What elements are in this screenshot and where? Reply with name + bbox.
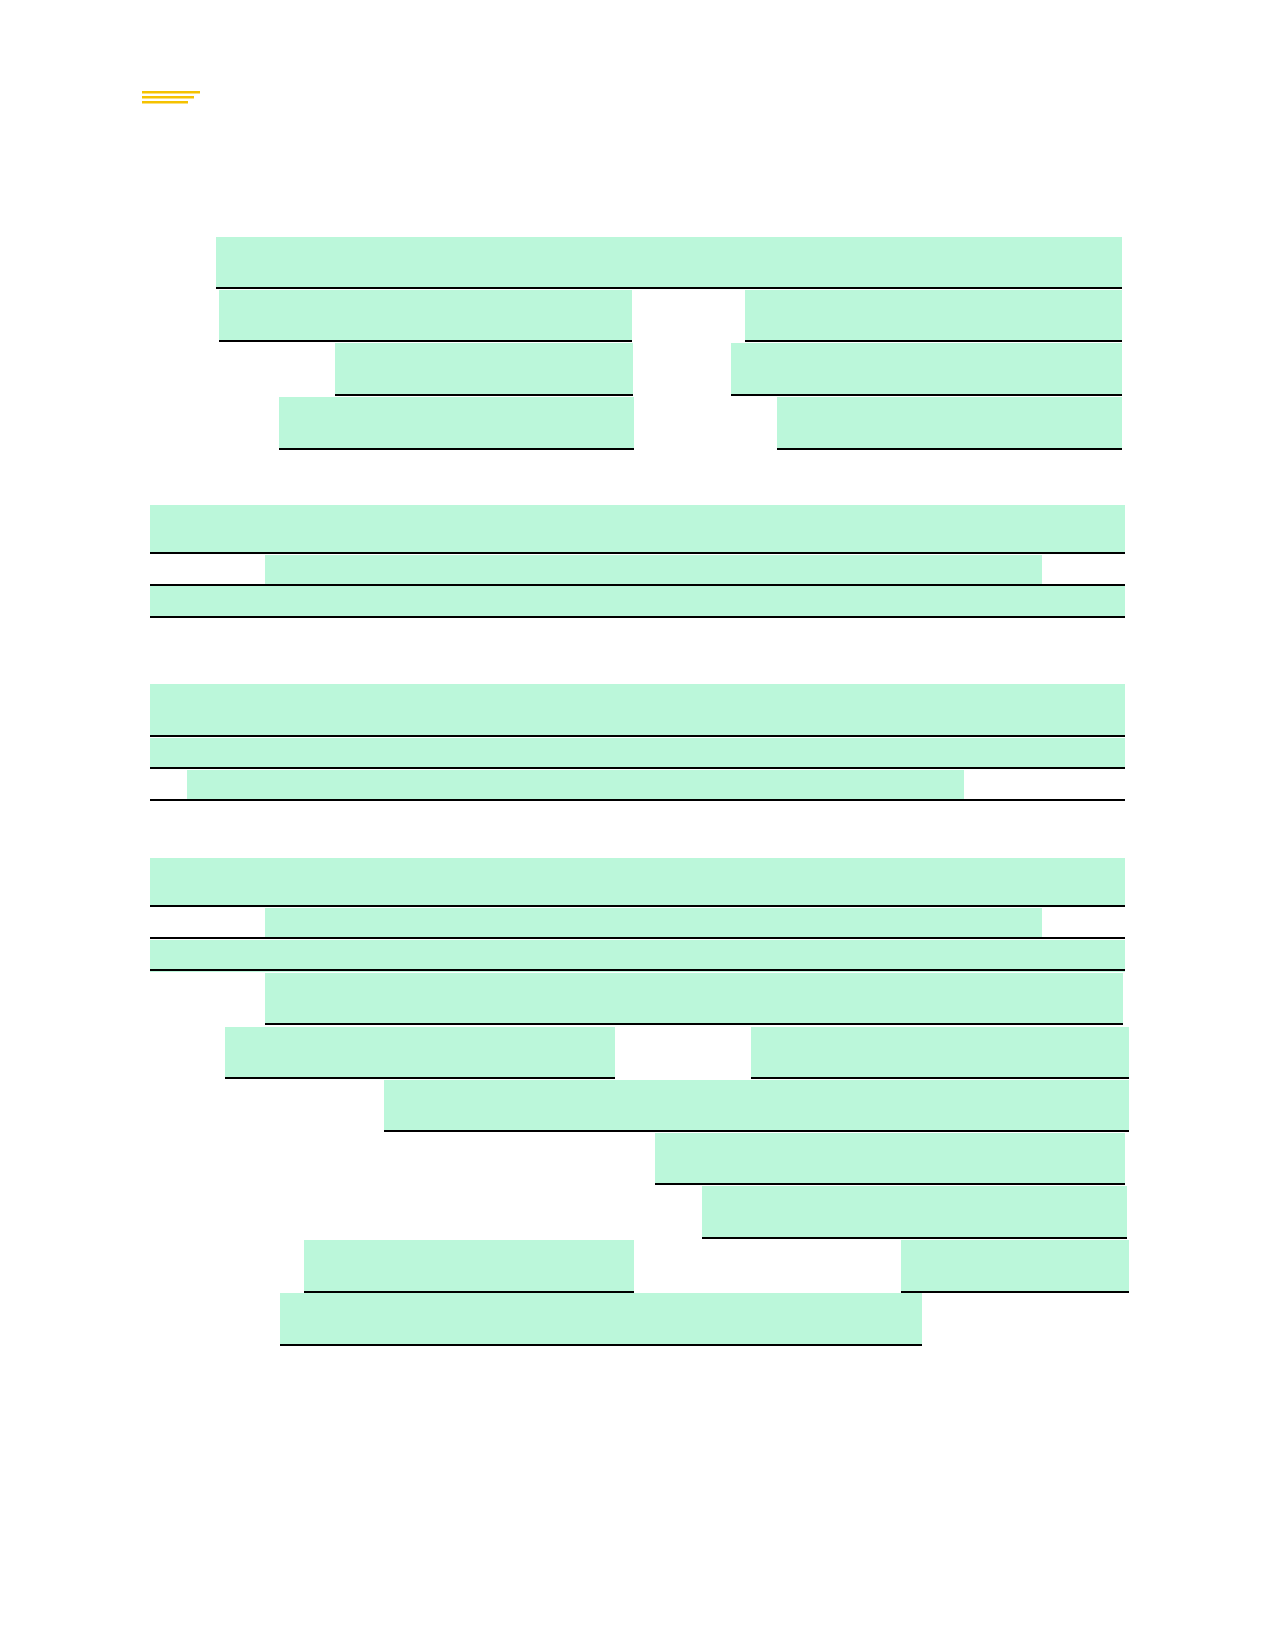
prevented-line [150, 905, 1125, 907]
date-of-incident-field[interactable] [335, 343, 633, 396]
prevented-highlight[interactable] [265, 908, 1042, 938]
page-footer [150, 1515, 170, 1535]
treatment-field[interactable] [384, 1080, 1129, 1132]
description-highlight[interactable] [150, 505, 1125, 553]
prevented-line [150, 969, 1125, 971]
uwm-logo [142, 46, 382, 221]
witness-phone-field[interactable] [225, 1027, 615, 1079]
source-highlight[interactable] [187, 770, 964, 800]
source-line [150, 767, 1125, 769]
name-field[interactable] [216, 237, 1122, 289]
time-field[interactable] [731, 343, 1122, 396]
source-line [150, 799, 1125, 801]
description-line [150, 584, 1125, 586]
flame-stripes-icon [142, 90, 200, 106]
prevented-line [150, 937, 1125, 939]
referred-field[interactable] [655, 1133, 1125, 1185]
course-field[interactable] [777, 397, 1122, 450]
source-highlight[interactable] [150, 684, 1125, 736]
instructor-signature-field[interactable] [280, 1293, 922, 1346]
source-highlight[interactable] [150, 738, 1125, 768]
email-field[interactable] [745, 290, 1122, 342]
description-line [150, 552, 1125, 554]
witness-email-field[interactable] [751, 1027, 1129, 1079]
prevented-highlight[interactable] [150, 858, 1125, 906]
description-highlight[interactable] [265, 555, 1042, 585]
source-line [150, 735, 1125, 737]
witnesses-field[interactable] [265, 973, 1123, 1025]
prevented-highlight[interactable] [150, 940, 1125, 972]
attending-physician-field[interactable] [901, 1240, 1129, 1293]
description-line [150, 616, 1125, 618]
date-referral-field[interactable] [304, 1240, 634, 1293]
instructor-field[interactable] [279, 397, 634, 450]
description-highlight[interactable] [150, 586, 1125, 618]
phone-field[interactable] [219, 290, 632, 342]
hospital-field[interactable] [702, 1186, 1127, 1239]
